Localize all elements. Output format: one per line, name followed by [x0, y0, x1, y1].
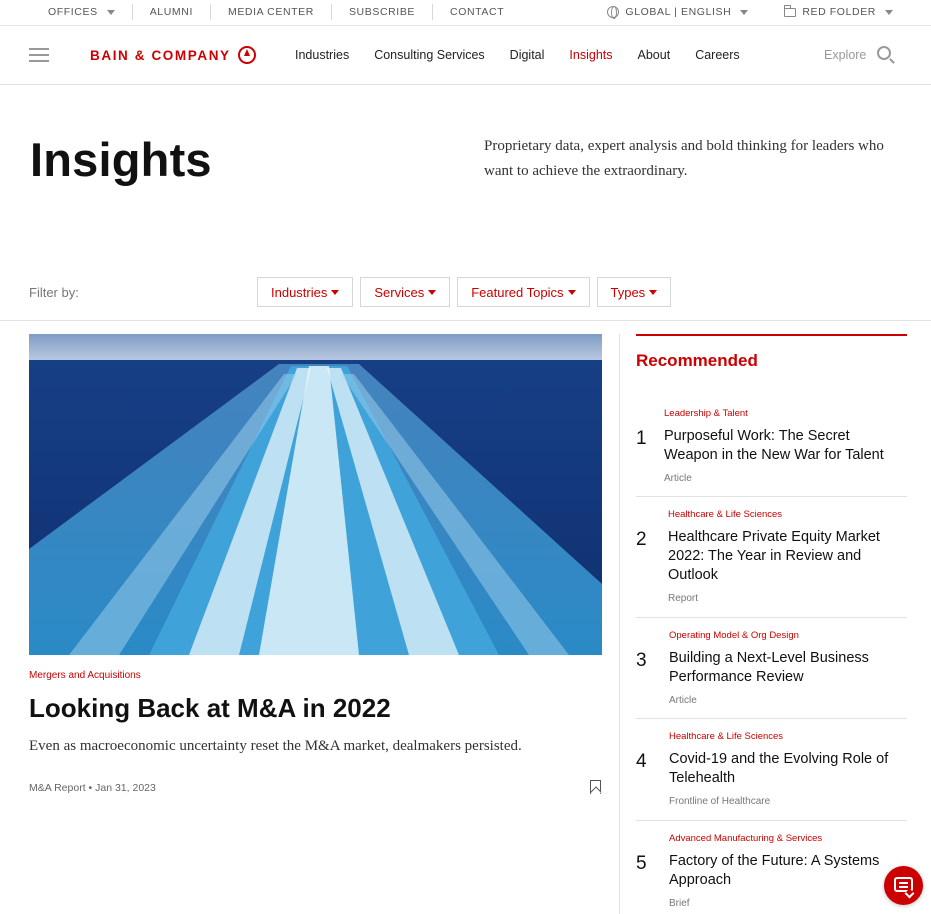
recommended-item[interactable] [636, 719, 907, 821]
nav-digital[interactable]: Digital [509, 48, 545, 62]
explore-link[interactable]: Explore [824, 48, 867, 62]
utility-links [30, 0, 521, 24]
caret-down-icon [568, 290, 576, 295]
folder-icon [784, 8, 796, 17]
nav-consulting-services[interactable]: Consulting Services [374, 48, 485, 62]
recommended-number: 5 [636, 853, 647, 874]
recommended-type: Frontline of Healthcare [669, 796, 771, 807]
filter-types-label: Types [610, 284, 646, 300]
page-title: Insights [30, 133, 212, 186]
utility-offices[interactable] [30, 4, 132, 20]
filter-industries-label: Industries [271, 284, 328, 300]
recommended-title[interactable]: Building a Next-Level Business Performance Review [669, 650, 869, 685]
utility-right [607, 0, 893, 24]
media-center-label: MEDIA CENTER [227, 6, 314, 18]
globe-icon [607, 6, 619, 18]
recommended-number: 1 [636, 428, 647, 449]
main-nav [0, 27, 931, 85]
recommended-accent-bar [636, 334, 907, 336]
feature-category[interactable]: Mergers and Acquisitions [29, 670, 141, 681]
nav-careers[interactable]: Careers [695, 48, 740, 62]
page-description: Proprietary data, expert analysis and bold thinking for leaders who want to achieve the extraordinary. [484, 138, 884, 179]
caret-down-icon [428, 290, 436, 295]
contact-label: CONTACT [450, 6, 505, 18]
filter-services-label: Services [374, 284, 425, 300]
bookmark-icon[interactable] [590, 780, 601, 794]
recommended-heading: Recommended [636, 351, 758, 370]
filter-industries-button[interactable] [257, 277, 353, 307]
red-folder-menu[interactable] [784, 4, 893, 20]
region-label: GLOBAL | ENGLISH [625, 6, 732, 18]
bain-logo[interactable] [90, 46, 256, 64]
chat-button[interactable] [884, 866, 923, 905]
nav-industries[interactable]: Industries [295, 48, 350, 62]
utility-contact[interactable] [432, 4, 521, 20]
recommended-title[interactable]: Healthcare Private Equity Market 2022: The Year in Review and Outlook [668, 529, 880, 583]
recommended-item[interactable] [636, 618, 907, 719]
recommended-category[interactable]: Advanced Manufacturing & Services [669, 833, 823, 844]
feature-description: Even as macroeconomic uncertainty reset the M&A market, dealmakers persisted. [29, 738, 522, 754]
logo-mark-icon [238, 46, 256, 64]
alumni-label: ALUMNI [149, 6, 193, 18]
recommended-title[interactable]: Factory of the Future: A Systems Approach [669, 853, 880, 888]
recommended-type: Report [668, 593, 699, 604]
filter-bar [257, 277, 671, 307]
chevron-down-icon [107, 10, 115, 15]
recommended-category[interactable]: Operating Model & Org Design [669, 630, 799, 641]
recommended-item[interactable] [636, 497, 907, 618]
filter-featured-topics-button[interactable] [457, 277, 589, 307]
nav-insights[interactable]: Insights [569, 48, 613, 62]
chat-icon [894, 877, 913, 892]
caret-down-icon [331, 290, 339, 295]
recommended-title[interactable]: Purposeful Work: The Secret Weapon in the New War for Talent [664, 428, 884, 463]
subscribe-label: SUBSCRIBE [348, 6, 416, 18]
offices-label: OFFICES [48, 6, 98, 18]
recommended-category[interactable]: Leadership & Talent [664, 408, 748, 419]
region-selector[interactable] [607, 4, 748, 20]
recommended-item[interactable] [636, 400, 907, 497]
utility-alumni[interactable] [132, 4, 210, 20]
recommended-type: Article [664, 473, 692, 484]
utility-bar [0, 0, 931, 26]
recommended-category[interactable]: Healthcare & Life Sciences [669, 731, 784, 742]
utility-media-center[interactable] [210, 4, 331, 20]
feature-title[interactable]: Looking Back at M&A in 2022 [29, 693, 391, 723]
filter-featured-topics-label: Featured Topics [471, 284, 564, 300]
recommended-number: 4 [636, 751, 647, 772]
caret-down-icon [649, 290, 657, 295]
recommended-type: Article [669, 695, 697, 706]
chevron-down-icon [885, 10, 893, 15]
filter-services-button[interactable] [360, 277, 450, 307]
red-folder-label: RED FOLDER [802, 6, 876, 18]
recommended-number: 3 [636, 650, 647, 671]
utility-subscribe[interactable] [331, 4, 432, 20]
chevron-down-icon [740, 10, 748, 15]
nav-links [295, 48, 765, 62]
nav-about[interactable]: About [637, 48, 671, 62]
feature-image[interactable] [29, 334, 602, 655]
hamburger-menu-icon[interactable] [29, 48, 49, 62]
recommended-title[interactable]: Covid-19 and the Evolving Role of Telehealth [669, 751, 889, 786]
filter-label: Filter by: [29, 285, 79, 300]
recommended-category[interactable]: Healthcare & Life Sciences [668, 509, 783, 520]
recommended-type: Brief [669, 898, 690, 909]
filter-types-button[interactable] [597, 277, 672, 307]
divider [0, 320, 931, 321]
recommended-column [619, 334, 931, 914]
search-icon[interactable] [877, 46, 891, 60]
feature-meta: M&A Report • Jan 31, 2023 [29, 782, 156, 794]
logo-text: BAIN & COMPANY [90, 47, 231, 63]
recommended-item[interactable] [636, 821, 907, 914]
recommended-number: 2 [636, 529, 647, 550]
